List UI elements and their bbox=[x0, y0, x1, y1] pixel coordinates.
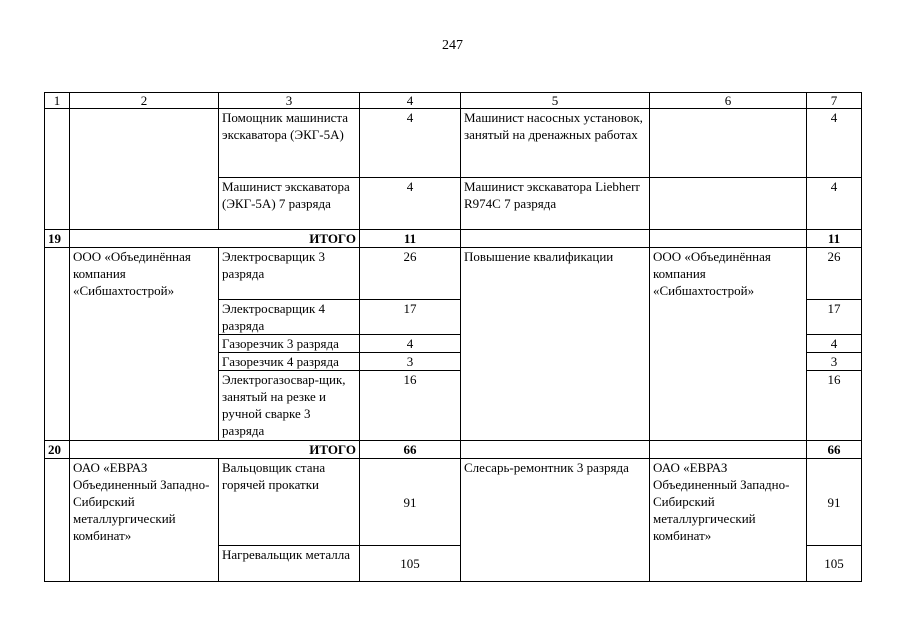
cell-training: Повышение квалификации bbox=[461, 248, 650, 441]
cell-org: ОАО «ЕВРАЗ Объединенный Западно-Сибирский металлургический комбинат» bbox=[70, 459, 219, 582]
cell-count: 4 bbox=[360, 178, 461, 230]
total-count7: 66 bbox=[807, 441, 862, 459]
cell-count: 105 bbox=[360, 546, 461, 582]
cell-count7: 4 bbox=[807, 335, 862, 353]
cell-profession: Помощник машиниста экскаватора (ЭКГ-5А) bbox=[219, 109, 360, 178]
table-row bbox=[45, 248, 862, 300]
cell-training: Слесарь-ремонтник 3 разряда bbox=[461, 459, 650, 582]
header-col-2: 2 bbox=[70, 93, 219, 109]
total-row bbox=[45, 441, 862, 459]
header-col-1: 1 bbox=[45, 93, 70, 109]
cell-count7: 16 bbox=[807, 371, 862, 441]
cell-profession: Газорезчик 4 разряда bbox=[219, 353, 360, 371]
header-row bbox=[45, 93, 862, 109]
cell-profession: Машинист экскаватора (ЭКГ-5А) 7 разряда bbox=[219, 178, 360, 230]
cell-count7: 91 bbox=[807, 459, 862, 546]
cell-count: 26 bbox=[360, 248, 461, 300]
empty-cell bbox=[650, 230, 807, 248]
cell-org bbox=[70, 109, 219, 230]
table-row bbox=[45, 109, 862, 178]
cell-num bbox=[45, 109, 70, 230]
cell-count: 91 bbox=[360, 459, 461, 546]
cell-org6: ООО «Объединённая компания «Сибшахтострой» bbox=[650, 248, 807, 441]
empty-cell bbox=[461, 441, 650, 459]
cell-count: 3 bbox=[360, 353, 461, 371]
cell-profession: Вальцовщик стана горячей прокатки bbox=[219, 459, 360, 546]
total-label: ИТОГО bbox=[70, 230, 360, 248]
total-num: 19 bbox=[45, 230, 70, 248]
table-row bbox=[45, 459, 862, 546]
cell-num bbox=[45, 248, 70, 441]
header-col-5: 5 bbox=[461, 93, 650, 109]
total-count7: 11 bbox=[807, 230, 862, 248]
total-num: 20 bbox=[45, 441, 70, 459]
cell-profession: Электросварщик 4 разряда bbox=[219, 300, 360, 335]
header-col-6: 6 bbox=[650, 93, 807, 109]
cell-org6 bbox=[650, 109, 807, 178]
cell-profession: Электросварщик 3 разряда bbox=[219, 248, 360, 300]
total-row bbox=[45, 230, 862, 248]
cell-count7: 3 bbox=[807, 353, 862, 371]
page-number: 247 bbox=[442, 38, 463, 53]
training-table bbox=[44, 92, 862, 582]
cell-count: 16 bbox=[360, 371, 461, 441]
cell-count: 17 bbox=[360, 300, 461, 335]
cell-org6 bbox=[650, 178, 807, 230]
total-count: 66 bbox=[360, 441, 461, 459]
total-label: ИТОГО bbox=[70, 441, 360, 459]
cell-count: 4 bbox=[360, 335, 461, 353]
cell-profession: Нагревальщик металла bbox=[219, 546, 360, 582]
cell-profession: Электрогазосвар-щик, занятый на резке и ручной сварке 3 разряда bbox=[219, 371, 360, 441]
cell-count7: 17 bbox=[807, 300, 862, 335]
cell-org6: ОАО «ЕВРАЗ Объединенный Западно-Сибирский металлургический комбинат» bbox=[650, 459, 807, 582]
cell-training: Машинист насосных установок, занятый на дренажных работах bbox=[461, 109, 650, 178]
cell-count7: 26 bbox=[807, 248, 862, 300]
cell-training: Машинист экскаватора Liebherr R974C 7 разряда bbox=[461, 178, 650, 230]
cell-count7: 4 bbox=[807, 109, 862, 178]
header-col-7: 7 bbox=[807, 93, 862, 109]
cell-count: 4 bbox=[360, 109, 461, 178]
total-count: 11 bbox=[360, 230, 461, 248]
empty-cell bbox=[461, 230, 650, 248]
cell-profession: Газорезчик 3 разряда bbox=[219, 335, 360, 353]
header-col-4: 4 bbox=[360, 93, 461, 109]
cell-num bbox=[45, 459, 70, 582]
header-col-3: 3 bbox=[219, 93, 360, 109]
cell-count7: 105 bbox=[807, 546, 862, 582]
cell-org: ООО «Объединённая компания «Сибшахтострой» bbox=[70, 248, 219, 441]
empty-cell bbox=[650, 441, 807, 459]
cell-count7: 4 bbox=[807, 178, 862, 230]
